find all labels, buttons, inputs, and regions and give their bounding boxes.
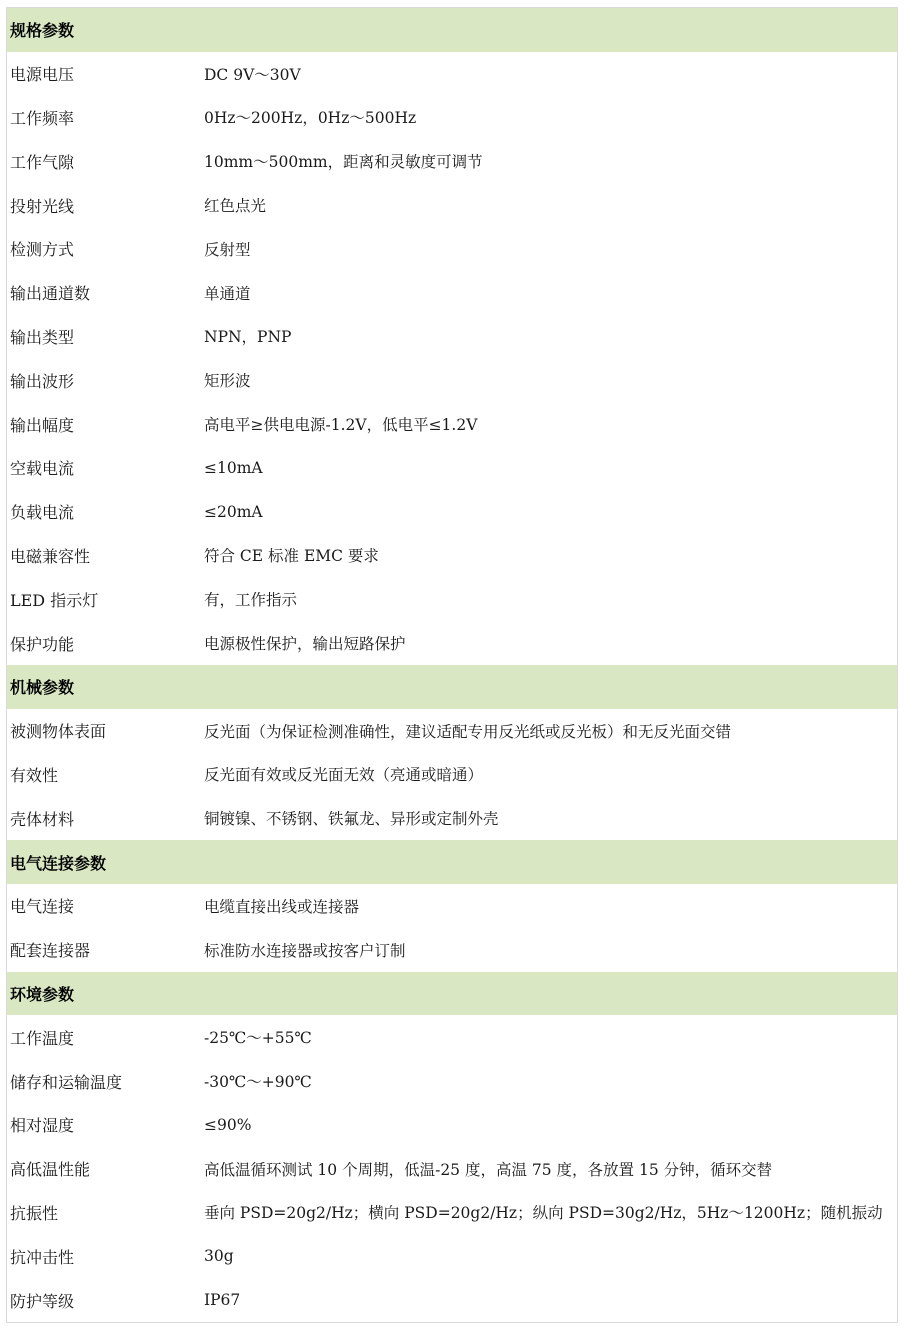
table-row [7,1103,897,1147]
param-label: 负载电流 [10,503,75,523]
param-value: 反射型 [204,240,251,259]
param-label: 电气连接 [10,897,75,917]
param-value: ≤90% [204,1115,252,1134]
section-title: 机械参数 [10,678,75,698]
table-row [7,534,897,578]
param-label: 有效性 [10,765,59,785]
param-value: 高低温循环测试 10 个周期，低温-25 度，高温 75 度，各放置 15 分钟，循环交替 [204,1160,773,1179]
param-value: 红色点光 [204,197,267,216]
param-label: 抗振性 [10,1203,59,1223]
table-row [7,928,897,972]
table-row [7,621,897,665]
param-label: 电源电压 [10,65,75,85]
section-header-spec [7,8,897,52]
table-row [7,1059,897,1103]
table-row [7,315,897,359]
table-row [7,490,897,534]
param-label: 保护功能 [10,634,75,654]
table-row [7,1015,897,1059]
param-value: 10mm～500mm，距离和灵敏度可调节 [204,153,483,172]
param-value: 单通道 [204,284,251,303]
table-row [7,709,897,753]
param-value: IP67 [204,1291,241,1309]
table-row [7,402,897,446]
spec-table [6,7,898,1323]
param-label: 输出幅度 [10,415,75,435]
param-value: 矩形波 [204,372,251,391]
param-value: 有，工作指示 [204,591,298,610]
param-value: DC 9V～30V [204,65,301,84]
param-label: 空载电流 [10,459,75,479]
param-value: 铜镀镍、不锈钢、铁氟龙、异形或定制外壳 [204,810,499,829]
param-value: ≤10mA [204,458,263,477]
param-label: 工作气隙 [10,152,75,172]
param-value: NPN，PNP [204,328,292,347]
table-row [7,1234,897,1278]
table-row [7,183,897,227]
table-row [7,96,897,140]
param-label: 输出波形 [10,371,75,391]
param-label: 输出类型 [10,327,75,347]
table-row [7,796,897,840]
table-row [7,1191,897,1235]
param-value: 30g [204,1247,234,1266]
param-label: 检测方式 [10,240,75,260]
param-value: -25℃～+55℃ [204,1029,312,1048]
param-label: 储存和运输温度 [10,1072,123,1092]
table-row [7,753,897,797]
param-label: 投射光线 [10,196,75,216]
param-label: 抗冲击性 [10,1247,75,1267]
section-title: 规格参数 [10,21,75,41]
table-row [7,1147,897,1191]
param-label: 相对湿度 [10,1116,75,1136]
section-header-electrical [7,840,897,884]
param-label: 配套连接器 [10,941,91,961]
param-label: 工作频率 [10,108,75,128]
param-value: ≤20mA [204,502,263,521]
table-row [7,446,897,490]
param-label: 电磁兼容性 [10,546,91,566]
section-title: 环境参数 [10,984,75,1004]
param-value: 电缆直接出线或连接器 [204,897,360,916]
param-value: 0Hz～200Hz，0Hz～500Hz [204,109,417,128]
table-row [7,358,897,402]
param-label: 防护等级 [10,1291,75,1311]
param-value: -30℃～+90℃ [204,1073,312,1092]
table-row [7,52,897,96]
param-value: 反光面（为保证检测准确性，建议适配专用反光纸或反光板）和无反光面交错 [204,722,732,741]
section-title: 电气连接参数 [10,853,107,873]
param-value: 标准防水连接器或按客户订制 [204,941,406,960]
table-row [7,227,897,271]
table-row [7,271,897,315]
table-row [7,139,897,183]
table-row [7,1278,897,1322]
param-label: 工作温度 [10,1028,75,1048]
param-value: 高电平≥供电电源-1.2V，低电平≤1.2V [204,416,478,435]
section-header-environment [7,972,897,1016]
param-value: 垂向 PSD=20g2/Hz；横向 PSD=20g2/Hz；纵向 PSD=30g2/Hz，5Hz～1200Hz；随机振动 [204,1204,883,1223]
param-label: 高低温性能 [10,1160,91,1180]
table-row [7,577,897,621]
table-row [7,884,897,928]
param-value: 符合 CE 标准 EMC 要求 [204,547,379,566]
param-label: 被测物体表面 [10,722,107,742]
param-label: 输出通道数 [10,284,91,304]
param-value: 反光面有效或反光面无效（亮通或暗通） [204,766,484,785]
section-header-mechanical [7,665,897,709]
param-value: 电源极性保护，输出短路保护 [204,635,406,654]
param-label: LED 指示灯 [10,590,99,610]
param-label: 壳体材料 [10,809,75,829]
